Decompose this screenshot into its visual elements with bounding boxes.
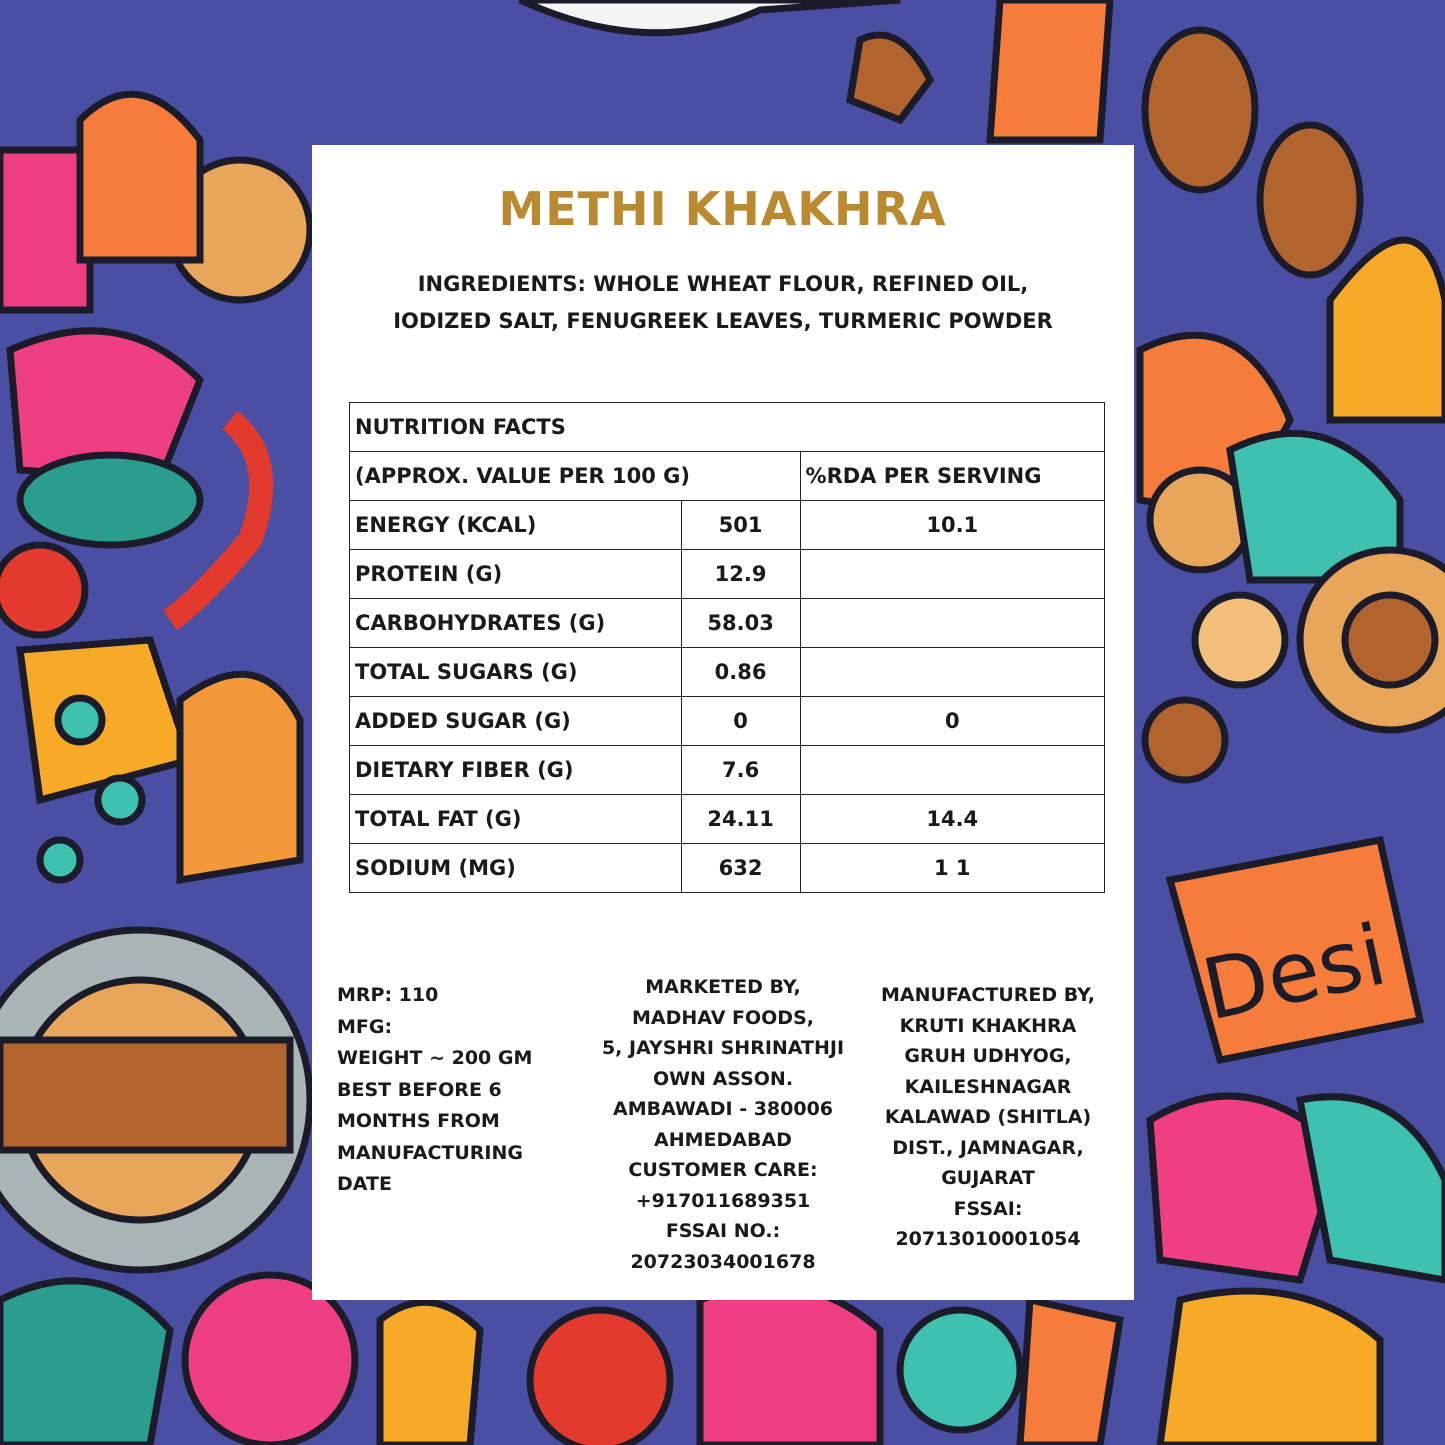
serving-basis: (APPROX. VALUE PER 100 G) xyxy=(350,452,801,501)
ingredients-text xyxy=(330,266,1116,340)
table-row xyxy=(350,844,1105,893)
background-desi-text: Desi xyxy=(1194,905,1395,1040)
weight-text: WEIGHT ~ 200 GM xyxy=(337,1047,533,1069)
marketed-by-line: AMBAWADI - 380006 xyxy=(612,1098,834,1120)
manufactured-by-line: GRUH UDHYOG, xyxy=(904,1045,1072,1067)
marketed-by-block xyxy=(578,972,868,1277)
nutrient-rda xyxy=(800,599,1104,648)
nutrient-label: ADDED SUGAR (G) xyxy=(350,697,682,746)
nutrient-rda: 14.4 xyxy=(800,795,1104,844)
nutrient-label: TOTAL SUGARS (G) xyxy=(350,648,682,697)
nutrient-value: 501 xyxy=(681,501,800,550)
nutrient-value: 58.03 xyxy=(681,599,800,648)
manufactured-by-line: MANUFACTURED BY, xyxy=(880,984,1096,1006)
manufactured-by-line: KAILESHNAGAR xyxy=(904,1075,1072,1098)
nutrient-label: CARBOHYDRATES (G) xyxy=(350,599,682,648)
marketed-by-line: FSSAI NO.: xyxy=(665,1220,781,1242)
table-row xyxy=(350,795,1105,844)
product-info-block xyxy=(337,980,567,1201)
table-row xyxy=(350,403,1105,452)
nutrient-value: 7.6 xyxy=(681,746,800,795)
manufactured-by-block xyxy=(872,980,1104,1255)
marketed-by-line: AHMEDABAD xyxy=(654,1128,792,1151)
ingredients-line-1: INGREDIENTS: WHOLE WHEAT FLOUR, REFINED OIL, xyxy=(417,272,1029,296)
marketed-by-line: OWN ASSON. xyxy=(652,1067,794,1090)
marketed-by-line: MARKETED BY, xyxy=(645,976,801,998)
table-row xyxy=(350,648,1105,697)
nutrient-label: PROTEIN (G) xyxy=(350,550,682,599)
nutrient-label: DIETARY FIBER (G) xyxy=(350,746,682,795)
best-before-text: MONTHS FROM xyxy=(337,1110,500,1132)
ingredients-line-2: IODIZED SALT, FENUGREEK LEAVES, TURMERIC POWDER xyxy=(393,309,1053,333)
table-row xyxy=(350,452,1105,501)
manufactured-by-line: GUJARAT xyxy=(941,1167,1035,1189)
nutrient-label: ENERGY (KCAL) xyxy=(350,501,682,550)
table-row xyxy=(350,599,1105,648)
marketed-by-line: 5, JAYSHRI SHRINATHJI xyxy=(601,1037,845,1059)
marketed-by-line: MADHAV FOODS, xyxy=(632,1006,814,1029)
nutrient-value: 24.11 xyxy=(681,795,800,844)
nutrition-facts-table xyxy=(349,402,1105,893)
table-row xyxy=(350,550,1105,599)
marketed-by-line: CUSTOMER CARE: xyxy=(628,1159,818,1181)
nutrient-rda xyxy=(800,648,1104,697)
manufactured-by-line: FSSAI: xyxy=(953,1197,1023,1220)
nutrient-value: 632 xyxy=(681,844,800,893)
nutrient-value: 0.86 xyxy=(681,648,800,697)
table-row xyxy=(350,501,1105,550)
manufactured-by-line: KRUTI KHAKHRA xyxy=(899,1014,1077,1037)
marketed-by-line: 20723034001678 xyxy=(630,1250,816,1273)
marketed-by-line: +917011689351 xyxy=(635,1189,811,1212)
nutrient-label: SODIUM (MG) xyxy=(350,844,682,893)
table-row xyxy=(350,697,1105,746)
best-before-text: DATE xyxy=(337,1173,392,1195)
nutrient-value: 12.9 xyxy=(681,550,800,599)
manufactured-by-line: DIST., JAMNAGAR, xyxy=(892,1136,1084,1159)
nutrient-value: 0 xyxy=(681,697,800,746)
nutrient-label: TOTAL FAT (G) xyxy=(350,795,682,844)
mrp-text: MRP: 110 xyxy=(337,984,439,1006)
nutrient-rda: 10.1 xyxy=(800,501,1104,550)
nutrient-rda xyxy=(800,550,1104,599)
nutrient-rda: 0 xyxy=(800,697,1104,746)
nutrient-rda: 1 1 xyxy=(800,844,1104,893)
rda-heading: %RDA PER SERVING xyxy=(800,452,1104,501)
product-title: METHI KHAKHRA xyxy=(498,182,947,236)
best-before-text: BEST BEFORE 6 xyxy=(337,1078,502,1101)
best-before-text: MANUFACTURING xyxy=(337,1141,523,1164)
nutrient-rda xyxy=(800,746,1104,795)
nutrition-heading: NUTRITION FACTS xyxy=(350,403,1105,452)
manufactured-by-line: KALAWAD (SHITLA) xyxy=(884,1106,1092,1128)
table-row xyxy=(350,746,1105,795)
manufactured-by-line: 20713010001054 xyxy=(895,1228,1081,1250)
mfg-text: MFG: xyxy=(337,1015,393,1038)
